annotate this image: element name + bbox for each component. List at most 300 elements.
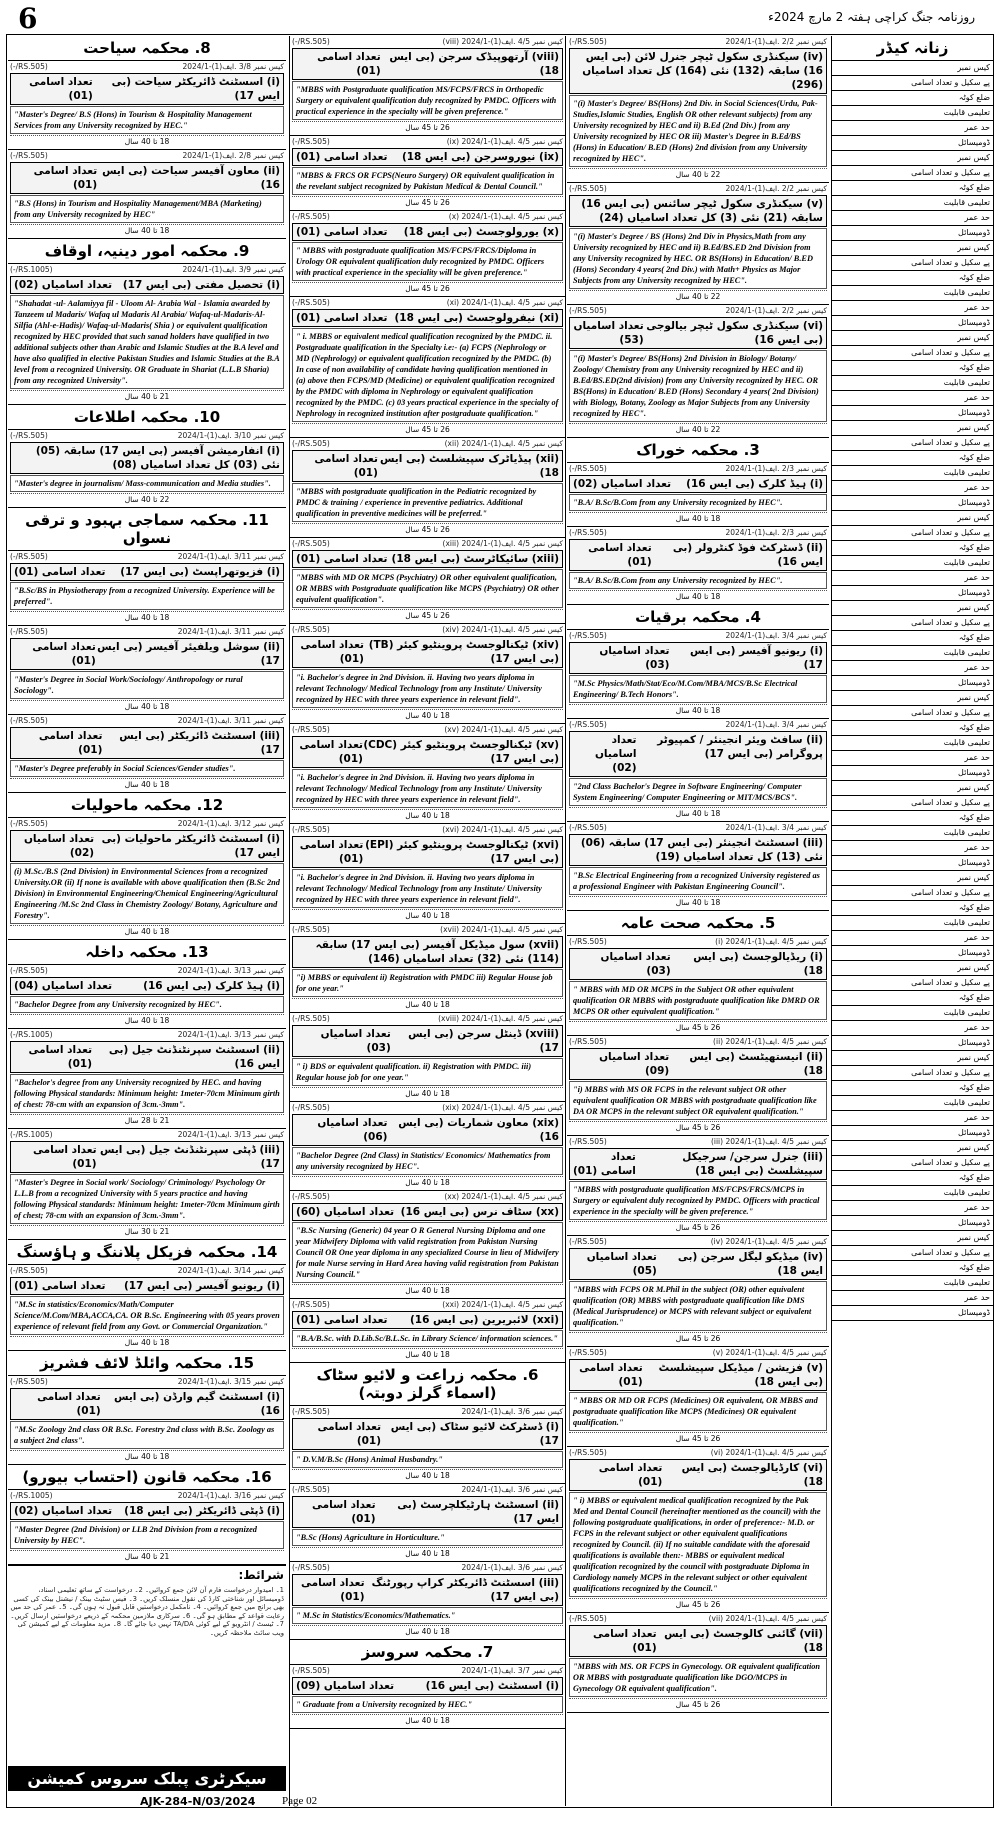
job-post xyxy=(8,264,286,405)
row-label: تعلیمی قابلیت xyxy=(832,1096,993,1111)
age-limit-row xyxy=(292,998,563,1010)
fee: (RS.505/-) xyxy=(10,552,48,561)
qualification: "MBBS with Postgraduate qualification MS/FCPS/FRCS in Orthopedic Surgery or equivalent qualification duly recognized by PMDC. Officers with practical experience in the specialty will be given preference." xyxy=(292,81,563,120)
job-post xyxy=(8,61,286,150)
post-title xyxy=(569,475,827,493)
case-number: کیس نمبر 3/10 .ایف(1)-2024/1 xyxy=(177,431,284,440)
row-label: ڈومیسائل xyxy=(832,856,993,871)
case-number: کیس نمبر 2/3 .ایف(1)-2024/1 xyxy=(725,464,827,473)
qualification: " D.V.M/B.Sc (Hons) Animal Husbandry." xyxy=(292,1451,563,1468)
post-meta xyxy=(10,552,284,562)
vacancy-count: تعداد اسامیاں (03) xyxy=(320,1028,391,1054)
case-number: کیس نمبر 4/5 .ایف(1)-2024/1 (xvi) xyxy=(442,825,563,834)
qualification: "(i) Master's Degree / BS (Hons) 2nd Div in Physics,Math from any University recognized by HEC and ii) B.Ed/BS.ED 2nd Division from any University recognized by HEC. OR BS(Hons) in Education/ B.ED (Hons) Secondary 4 years( 2nd Div.) with Math+ Physics as Major Subjects from any University recognized by HEC". xyxy=(569,228,827,289)
qualification: " Graduate from a University recognized by HEC." xyxy=(292,1696,563,1713)
job-post xyxy=(8,430,286,508)
age-limit: 18 تا 40 سال xyxy=(405,1627,450,1636)
fee: (RS.505/-) xyxy=(292,137,330,146)
age-limit: 18 تا 40 سال xyxy=(124,702,170,711)
vacancy-count: تعداد اسامی (01) xyxy=(300,639,364,665)
ad-reference: AJK-284-N/03/2024 xyxy=(140,1795,256,1808)
vacancy-count: تعداد اسامی (01) xyxy=(579,1362,643,1388)
job-post xyxy=(567,183,829,305)
vacancy-count: تعداد اسامی (01) xyxy=(296,151,388,163)
age-limit-row xyxy=(292,121,563,133)
fee: (RS.505/-) xyxy=(292,1192,330,1201)
row-label: ڈومیسائل xyxy=(832,1036,993,1051)
row-label: حد عمر xyxy=(832,121,993,136)
age-limit-row xyxy=(569,807,827,819)
post-name: (v) سیکنڈری سکول ٹیچر سائنس (بی ایس 16) سابقہ (21) نئی (3) کل تعداد اسامیاں (24) xyxy=(581,198,823,224)
post-name: (vii) گائنی کالوجسٹ (بی ایس 18) xyxy=(664,1628,823,1654)
vacancy-count: تعداد اسامی (01) xyxy=(33,165,98,191)
qualification: "B.S (Hons) in Tourism and Hospitality Management/MBA (Marketing) from any University recognized by HEC" xyxy=(10,195,284,223)
post-meta xyxy=(569,37,827,47)
age-limit-row xyxy=(569,1221,827,1233)
fee: (RS.505/-) xyxy=(569,1448,607,1457)
post-meta xyxy=(292,925,563,935)
case-number: کیس نمبر 2/2 .ایف(1)-2024/1 xyxy=(725,306,827,315)
row-label: ڈومیسائل xyxy=(832,766,993,781)
post-title xyxy=(569,948,827,980)
age-limit-row xyxy=(569,896,827,908)
age-limit: 18 تا 40 سال xyxy=(405,1000,450,1009)
post-name: (iv) میڈیکو لیگل سرجن (بی ایس 18) xyxy=(677,1251,823,1277)
conditions-text: 1۔ امیدوار درخواست فارم آن لائن جمع کروائیں۔ 2۔ درخواست کے ساتھ تعلیمی اسناد، ڈومیسائل اور شناختی کارڈ کی نقول منسلک کریں۔ 3۔ فیس سٹیٹ بینک / نیشنل بینک کی کسی بھی برانچ میں جمع کروائیں۔ 4۔ نامکمل درخواستیں قابل قبول نہ ہوں گی۔ 5۔ عمر کی حد میں رعایت قواعد کے مطابق ہو گی۔ 6۔ سرکاری ملازمین محکمہ کے ذریعے درخواستیں ارسال کریں۔ 7۔ ٹیسٹ / انٹرویو کے لیے کوئی TA/DA نہیں دیا جائے گا۔ 8۔ مزید معلومات کے لیے کمیشن کی ویب سائٹ ملاحظہ کریں۔ xyxy=(10,1586,284,1637)
case-number: کیس نمبر 4/5 .ایف(1)-2024/1 (v) xyxy=(712,1348,827,1357)
vacancy-count: تعداد اسامی (01) xyxy=(299,839,364,865)
post-title xyxy=(569,1248,827,1280)
department-title: 6. محکمہ زراعت و لائیو سٹاک (اسماء گرلز دوبتہ) xyxy=(290,1363,565,1406)
age-limit: 26 تا 45 سال xyxy=(675,1223,721,1232)
row-label: کیس نمبر xyxy=(832,1141,993,1156)
row-label: ضلع کوٹہ xyxy=(832,901,993,916)
row-label: کیس نمبر xyxy=(832,871,993,886)
row-label: ضلع کوٹہ xyxy=(832,631,993,646)
post-title xyxy=(569,539,827,571)
age-limit: 18 تا 40 سال xyxy=(675,898,721,907)
job-post xyxy=(290,924,565,1013)
post-meta xyxy=(10,62,284,72)
department-title: 15. محکمہ وائلڈ لائف فشریز xyxy=(8,1351,286,1376)
post-title xyxy=(10,638,284,670)
row-label: ڈومیسائل xyxy=(832,496,993,511)
case-number: کیس نمبر 4/5 .ایف(1)-2024/1 (xv) xyxy=(444,725,563,734)
age-limit-row xyxy=(10,1450,284,1462)
vacancy-count: تعداد اسامی (01) xyxy=(593,1628,657,1654)
post-title xyxy=(292,1496,563,1528)
age-limit-row xyxy=(10,1014,284,1026)
post-meta xyxy=(292,1407,563,1417)
vacancy-count: تعداد اسامی (01) xyxy=(572,1151,636,1177)
post-title xyxy=(10,162,284,194)
job-post xyxy=(290,211,565,297)
fee: (RS.505/-) xyxy=(292,825,330,834)
age-limit-row xyxy=(10,1336,284,1348)
vacancy-count: تعداد اسامی (01) xyxy=(296,312,388,324)
row-label: ڈومیسائل xyxy=(832,1306,993,1321)
age-limit: 18 تا 40 سال xyxy=(124,226,170,235)
department-title: 16. محکمہ قانون (احتساب بیورو) xyxy=(8,1465,286,1490)
fee: (RS.505/-) xyxy=(292,1300,330,1309)
case-number: کیس نمبر 4/5 .ایف(1)-2024/1 (xix) xyxy=(442,1103,563,1112)
qualification: (i) M.Sc./B.S (2nd Division) in Environmental Sciences from a recognized University.OR (ii) If none is available with above qualification then (B.Sc 2nd Division) in Environmental Engineering/Chemical Engineering/Agricultural Engineering /M.Sc 2nd Class in Chemistry Zoology/ Botany, Agriculture and Forestry". xyxy=(10,863,284,924)
post-name: (i) اسسٹنٹ ڈائریکٹر سیاحت (بی ایس 17) xyxy=(111,76,280,102)
qualification: "MBBS with FCPS OR M.Phil in the subject (OR) other equivalent qualification (OR) MBBS with postgraduate qualification like DMS (Medical Jurisprudence) or MCPS with relevant subject or equivalent qualification." xyxy=(569,1281,827,1331)
case-number: کیس نمبر 3/12 .ایف(1)-2024/1 xyxy=(177,819,284,828)
row-label: حد عمر xyxy=(832,481,993,496)
fee: (RS.505/-) xyxy=(292,625,330,634)
post-name: (iii) اسسٹنٹ ڈائریکٹر (بی ایس 17) xyxy=(119,730,280,756)
fee: (RS.505/-) xyxy=(292,1014,330,1023)
case-number: کیس نمبر 4/5 .ایف(1)-2024/1 (ii) xyxy=(713,1037,827,1046)
post-name: (xiv) ٹیکنالوجسٹ پروینٹیو کیئر (TB) (بی ایس 17) xyxy=(368,639,559,665)
row-label: پے سکیل و تعداد اسامی xyxy=(832,976,993,991)
vacancy-count: تعداد اسامیاں (03) xyxy=(599,645,670,671)
post-meta xyxy=(292,825,563,835)
row-label: ضلع کوٹہ xyxy=(832,271,993,286)
age-limit: 22 تا 40 سال xyxy=(675,425,721,434)
post-name: (i) ہیڈ کلرک (بی ایس 16) xyxy=(686,478,823,490)
job-post xyxy=(567,630,829,719)
age-limit: 26 تا 45 سال xyxy=(675,1334,721,1343)
vacancy-count: تعداد اسامی (01) xyxy=(598,1462,663,1488)
qualification: " MBBS with postgraduate qualification MS/FCPS/FRCS/Diploma in Urology OR equivalent qualification duly recognized by PMDC. Officers with practical experience in the speciality will be given preference." xyxy=(292,242,563,281)
column-1 xyxy=(8,36,286,1806)
conditions-title: شرائط: xyxy=(8,1565,286,1584)
age-limit-row xyxy=(292,1176,563,1188)
vacancy-count: تعداد اسامیاں (02) xyxy=(23,833,95,859)
job-post xyxy=(290,1406,565,1484)
post-name: (xvi) ٹیکنالوجسٹ پروینٹیو کیئر (EPI) (بی ایس 17) xyxy=(365,839,559,865)
case-number: کیس نمبر 3/16 .ایف(1)-2024/1 xyxy=(177,1491,284,1500)
department-title: 13. محکمہ داخلہ xyxy=(8,940,286,965)
row-label: ضلع کوٹہ xyxy=(832,1171,993,1186)
post-title xyxy=(292,836,563,868)
age-limit-row xyxy=(569,590,827,602)
age-limit: 26 تا 45 سال xyxy=(405,611,450,620)
qualification: "i. Bachelor's degree in 2nd Division. ii. Having two years diploma in relevant Technology/ Medical Technology from any Institute/ University recognized by HEC with three years experience in relevant field". xyxy=(292,669,563,708)
age-limit: 18 تا 40 سال xyxy=(405,1716,450,1725)
job-post xyxy=(567,1036,829,1136)
post-name: (i) ریڈیالوجسٹ (بی ایس 18) xyxy=(693,951,823,977)
row-label: تعلیمی قابلیت xyxy=(832,916,993,931)
post-title xyxy=(10,830,284,862)
qualification: "B.Sc (Hons) Agriculture in Horticulture." xyxy=(292,1529,563,1546)
fee: (RS.505/-) xyxy=(10,431,48,440)
post-title xyxy=(292,223,563,241)
department-title: 10. محکمہ اطلاعات xyxy=(8,405,286,430)
fee: (RS.505/-) xyxy=(569,464,607,473)
age-limit-row xyxy=(292,423,563,435)
post-meta xyxy=(292,1563,563,1573)
row-label: کیس نمبر xyxy=(832,511,993,526)
fee: (RS.505/-) xyxy=(292,37,330,46)
post-name: (vi) سیکنڈری سکول ٹیچر بیالوجی (بی ایس 16) xyxy=(646,320,823,346)
job-post xyxy=(8,1129,286,1240)
job-post xyxy=(567,463,829,527)
case-number: کیس نمبر 4/5 .ایف(1)-2024/1 (xxi) xyxy=(442,1300,563,1309)
vacancy-count: تعداد اسامیاں (04) xyxy=(14,980,113,992)
post-title xyxy=(569,1359,827,1391)
post-name: (ii) اسسٹنٹ سپرنٹنڈنٹ جیل (بی ایس 16) xyxy=(108,1044,280,1070)
post-meta xyxy=(569,1348,827,1358)
post-meta xyxy=(292,212,563,222)
column-3 xyxy=(567,36,829,1806)
age-limit-row xyxy=(292,809,563,821)
vacancy-count: تعداد اسامیاں (06) xyxy=(317,1117,388,1143)
row-label: پے سکیل و تعداد اسامی xyxy=(832,706,993,721)
vacancy-count: تعداد اسامیاں (53) xyxy=(573,320,644,346)
department-title: 4. محکمہ برقیات xyxy=(567,605,829,630)
vacancy-count: تعداد اسامیاں (02) xyxy=(573,478,672,490)
vacancy-count: تعداد اسامی (01) xyxy=(314,453,378,479)
case-number: کیس نمبر 4/5 .ایف(1)-2024/1 (x) xyxy=(448,212,563,221)
case-number: کیس نمبر 3/7 .ایف(1)-2024/1 xyxy=(461,1666,563,1675)
job-post xyxy=(567,1136,829,1236)
post-meta xyxy=(292,439,563,449)
department-title: 7. محکمہ سروسز xyxy=(290,1640,565,1665)
fee: (RS.505/-) xyxy=(569,37,607,46)
fee: (RS.505/-) xyxy=(292,539,330,548)
vacancy-count: تعداد اسامی (01) xyxy=(28,1044,93,1070)
case-number: کیس نمبر 3/13 .ایف(1)-2024/1 xyxy=(177,1130,284,1139)
age-limit-row xyxy=(292,1714,563,1726)
post-name: (ix) نیوروسرجن (بی ایس 18) xyxy=(401,151,559,163)
vacancy-count: تعداد اسامیاں (02) xyxy=(594,734,637,774)
row-label: پے سکیل و تعداد اسامی xyxy=(832,886,993,901)
qualification: "(i) Master's Degree/ BS(Hons) 2nd Div. in Social Sciences(Urdu, Pak-Studies,Islamic Studies, English OR other relevant subjects) from any University recognized by HEC and ii) B.Ed (2nd Div.) from any University recognized by HEC OR iii) Master's Degree in B.Ed/BS (Hons) in Education/ B.ED (Hons) 2nd division from any University recognized by HEC". xyxy=(569,95,827,167)
post-name: (v) فزیشن / میڈیکل سپیشلسٹ (بی ایس 18) xyxy=(658,1362,823,1388)
case-number: کیس نمبر 2/2 .ایف(1)-2024/1 xyxy=(725,184,827,193)
vacancy-count: تعداد اسامی (01) xyxy=(296,226,388,238)
job-post xyxy=(8,626,286,715)
job-post xyxy=(290,1299,565,1363)
row-label: حد عمر xyxy=(832,751,993,766)
job-post xyxy=(567,305,829,438)
post-meta xyxy=(569,1237,827,1247)
row-label: تعلیمی قابلیت xyxy=(832,556,993,571)
row-label: حد عمر xyxy=(832,1201,993,1216)
age-limit-row xyxy=(10,224,284,236)
qualification: "M.Sc Zoology 2nd class OR B.Sc. Forestry 2nd class with B.Sc. Zoology as a subject 2nd class". xyxy=(10,1421,284,1449)
fee: (RS.505/-) xyxy=(569,823,607,832)
vacancy-count: تعداد اسامی (01) xyxy=(300,1577,365,1603)
job-post xyxy=(567,1447,829,1613)
row-label: تعلیمی قابلیت xyxy=(832,376,993,391)
post-meta xyxy=(292,1485,563,1495)
job-post xyxy=(290,824,565,924)
case-number: کیس نمبر 4/5 .ایف(1)-2024/1 (iv) xyxy=(710,1237,827,1246)
fee: (RS.505/-) xyxy=(292,298,330,307)
case-number: کیس نمبر 3/6 .ایف(1)-2024/1 xyxy=(461,1407,563,1416)
age-limit: 22 تا 40 سال xyxy=(124,495,170,504)
post-meta xyxy=(292,37,563,47)
row-label: تعلیمی قابلیت xyxy=(832,1006,993,1021)
fee: (RS.1005/-) xyxy=(10,1130,53,1139)
vacancy-count: تعداد اسامی (01) xyxy=(29,76,93,102)
qualification: " MBBS OR MD OR FCPS (Medicines) OR equivalent, OR MBBS and postgraduate qualification like MCPS (Medicines) OR equivalent qualification." xyxy=(569,1392,827,1431)
post-name: (xx) سٹاف نرس (بی ایس 16) xyxy=(400,1206,559,1218)
age-limit-row xyxy=(292,523,563,535)
post-title xyxy=(10,977,284,995)
post-meta xyxy=(569,184,827,194)
fee: (RS.505/-) xyxy=(569,1348,607,1357)
row-label: کیس نمبر xyxy=(832,961,993,976)
post-title xyxy=(292,450,563,482)
fee: (RS.1005/-) xyxy=(10,265,53,274)
vacancy-count: تعداد اسامی (01) xyxy=(14,566,106,578)
age-limit-row xyxy=(569,290,827,302)
row-label: ڈومیسائل xyxy=(832,946,993,961)
post-name: (iii) ڈپٹی سپرنٹنڈنٹ جیل (بی ایس 17) xyxy=(100,1144,280,1170)
post-title xyxy=(292,1203,563,1221)
qualification: " i. MBBS or equivalent medical qualification recognized by the PMDC. ii. Postgraduate qualification in the Specialty i.e:- (a) FCPS (Nephrology or MD (Nephrology) or equivalent qualification recognized by the PMDC. (b) In case of non availability of candidate having qualification mentioned in (a) above then FCPS/MD (Medicine) or equivalent qualification recognized by the PMDC with diploma in Nephrology or equivalent qualification recognized by the PMDC. (c) 03 years practical experience in the specialty of Nephrology in recognized institution after postgraduate qualification." xyxy=(292,328,563,422)
age-limit-row xyxy=(569,1432,827,1444)
age-limit: 18 تا 40 سال xyxy=(675,809,721,818)
post-meta xyxy=(292,625,563,635)
case-number: کیس نمبر 4/5 .ایف(1)-2024/1 (vii) xyxy=(708,1614,827,1623)
row-label: پے سکیل و تعداد اسامی xyxy=(832,1066,993,1081)
age-limit-row xyxy=(569,512,827,524)
fee: (RS.1005/-) xyxy=(10,1030,53,1039)
job-post xyxy=(8,1376,286,1465)
job-post xyxy=(567,1613,829,1713)
case-number: کیس نمبر 4/5 .ایف(1)-2024/1 (vi) xyxy=(710,1448,827,1457)
fee: (RS.505/-) xyxy=(10,151,48,160)
row-label: کیس نمبر xyxy=(832,601,993,616)
case-number: کیس نمبر 3/11 .ایف(1)-2024/1 xyxy=(177,716,284,725)
post-title xyxy=(10,442,284,474)
qualification: "Bachelor Degree from any University recognized by HEC". xyxy=(10,996,284,1013)
post-title xyxy=(569,1148,827,1180)
fee: (RS.505/-) xyxy=(569,1137,607,1146)
row-label: تعلیمی قابلیت xyxy=(832,1186,993,1201)
age-limit-row xyxy=(569,1332,827,1344)
fee: (RS.505/-) xyxy=(292,1666,330,1675)
case-number: کیس نمبر 3/4 .ایف(1)-2024/1 xyxy=(725,823,827,832)
job-post xyxy=(8,1029,286,1129)
column-4 xyxy=(831,36,993,1806)
post-meta xyxy=(292,1300,563,1310)
age-limit: 18 تا 40 سال xyxy=(405,1350,450,1359)
post-meta xyxy=(10,627,284,637)
row-label: کیس نمبر xyxy=(832,421,993,436)
age-limit: 22 تا 40 سال xyxy=(675,292,721,301)
post-name: (iii) اسسٹنٹ ڈائریکٹر کراپ رپورٹنگ (بی ایس 17) xyxy=(371,1577,559,1603)
row-label: ڈومیسائل xyxy=(832,316,993,331)
case-number: کیس نمبر 3/14 .ایف(1)-2024/1 xyxy=(177,1266,284,1275)
age-limit: 18 تا 40 سال xyxy=(124,137,170,146)
post-meta xyxy=(569,306,827,316)
qualification: " MBBS with MD OR MCPS in the Subject OR other equivalent qualification OR MBBS with postgraduate qualification like DMRD OR MCPS OR other equivalent qualification." xyxy=(569,981,827,1020)
age-limit: 26 تا 45 سال xyxy=(405,525,450,534)
age-limit: 18 تا 40 سال xyxy=(405,711,450,720)
qualification: "B.Sc Nursing (Generic) 04 year O R General Nursing Diploma and one year Midwifery Diploma with valid registration from Pakistan Nursing Council OR One year diploma in any specialized Course in lieu of Midwifery for male Nurse serving in Hard Area having valid registration from Pakistan Nursing Council." xyxy=(292,1222,563,1283)
post-title xyxy=(10,1141,284,1173)
vacancy-count: تعداد اسامی (01) xyxy=(317,1421,382,1447)
post-title xyxy=(569,642,827,674)
post-title xyxy=(292,936,563,968)
vacancy-count: تعداد اسامی (01) xyxy=(311,1499,376,1525)
age-limit: 26 تا 45 سال xyxy=(675,1600,721,1609)
row-label: حد عمر xyxy=(832,571,993,586)
age-limit: 26 تا 45 سال xyxy=(405,425,450,434)
post-name: (xix) معاون شماریات (بی ایس 16) xyxy=(398,1117,559,1143)
row-label: ڈومیسائل xyxy=(832,1216,993,1231)
age-limit: 18 تا 40 سال xyxy=(405,811,450,820)
fee: (RS.505/-) xyxy=(10,1266,48,1275)
row-label: پے سکیل و تعداد اسامی xyxy=(832,166,993,181)
post-meta xyxy=(569,937,827,947)
qualification: "B.Sc Electrical Engineering from a recognized University registered as a professional Engineer with Pakistan Engineering Council". xyxy=(569,867,827,895)
post-name: (xviii) ڈینٹل سرجن (بی ایس 17) xyxy=(408,1028,559,1054)
row-label: ضلع کوٹہ xyxy=(832,361,993,376)
case-number: کیس نمبر 3/13 .ایف(1)-2024/1 xyxy=(177,966,284,975)
post-name: (xi) نیفرولوجسٹ (بی ایس 18) xyxy=(394,312,559,324)
post-title xyxy=(292,550,563,568)
post-meta xyxy=(292,1666,563,1676)
post-meta xyxy=(292,725,563,735)
qualification: "Master's Degree preferably in Social Sciences/Gender studies". xyxy=(10,760,284,777)
post-title xyxy=(292,309,563,327)
age-limit: 26 تا 45 سال xyxy=(675,1123,721,1132)
job-post xyxy=(8,551,286,626)
case-number: کیس نمبر 4/5 .ایف(1)-2024/1 (xvii) xyxy=(440,925,563,934)
age-limit: 18 تا 40 سال xyxy=(124,780,170,789)
post-meta xyxy=(10,1266,284,1276)
qualification: "Master's Degree in Social Work/Sociology/ Anthropology or rural Sociology". xyxy=(10,671,284,699)
age-limit: 18 تا 40 سال xyxy=(124,1016,170,1025)
post-name: (iii) جنرل سرجن/ سرجیکل سپیشلسٹ (بی ایس 18) xyxy=(682,1151,823,1177)
age-limit-row xyxy=(292,1348,563,1360)
age-limit: 26 تا 45 سال xyxy=(405,198,450,207)
case-number: کیس نمبر 3/13 .ایف(1)-2024/1 xyxy=(177,1030,284,1039)
age-limit-row xyxy=(10,493,284,505)
case-number: کیس نمبر 3/4 .ایف(1)-2024/1 xyxy=(725,720,827,729)
job-post xyxy=(290,1102,565,1191)
job-post xyxy=(567,527,829,605)
row-label: حد عمر xyxy=(832,211,993,226)
row-label: ڈومیسائل xyxy=(832,406,993,421)
age-limit: 26 تا 45 سال xyxy=(675,1434,721,1443)
row-label: ضلع کوٹہ xyxy=(832,541,993,556)
qualification: "MBBS with MD OR MCPS (Psychiatry) OR other equivalent qualification, OR MBBS with Postgraduate qualification like MCPS (Psychiatry) OR other equivalent qualification". xyxy=(292,569,563,608)
qualification: "Bachelor Degree (2nd Class) in Statistics/ Economics/ Mathematics from any university recognized by HEC". xyxy=(292,1147,563,1175)
job-post xyxy=(8,1490,286,1565)
job-post xyxy=(290,1191,565,1299)
row-label: تعلیمی قابلیت xyxy=(832,286,993,301)
qualification: "MBBS with postgraduate qualification MS/FCPS/FRCS/MCPS in Surgery or equivalent duly recognized by PMDC. Officers with practical experience in the specialty will be given preference." xyxy=(569,1181,827,1220)
row-label: حد عمر xyxy=(832,301,993,316)
row-label: پے سکیل و تعداد اسامی xyxy=(832,346,993,361)
job-post xyxy=(290,297,565,438)
post-name: (xiii) سائیکاٹرسٹ (بی ایس 18) xyxy=(391,553,559,565)
age-limit: 18 تا 40 سال xyxy=(675,706,721,715)
row-label: پے سکیل و تعداد اسامی xyxy=(832,526,993,541)
row-label: تعلیمی قابلیت xyxy=(832,826,993,841)
age-limit: 26 تا 45 سال xyxy=(675,1023,721,1032)
job-post xyxy=(567,719,829,822)
job-post xyxy=(290,136,565,211)
fee: (RS.505/-) xyxy=(10,62,48,71)
age-limit: 22 تا 40 سال xyxy=(675,170,721,179)
post-name: (i) ڈپٹی ڈائریکٹر (بی ایس 18) xyxy=(124,1505,280,1517)
post-meta xyxy=(10,265,284,275)
job-post xyxy=(290,538,565,624)
age-limit: 18 تا 40 سال xyxy=(405,1178,450,1187)
post-name: (iv) سیکنڈری سکول ٹیچر جنرل لائن (بی ایس 16) سابقہ (132) نئی (164) کل تعداد اسامیاں (296) xyxy=(582,51,823,91)
